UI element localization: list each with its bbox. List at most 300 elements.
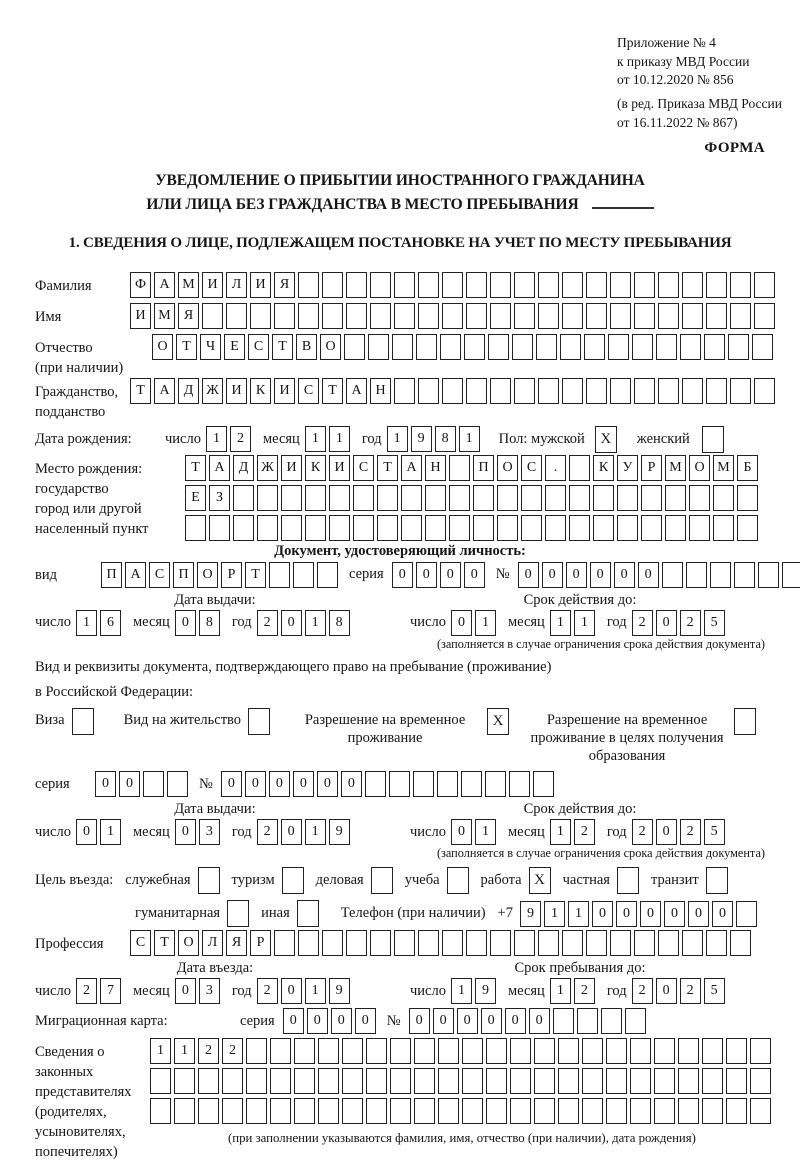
purpose-commercial-checkbox[interactable] [371, 867, 393, 894]
char-cell[interactable] [534, 1098, 555, 1124]
char-cell[interactable]: С [353, 455, 374, 481]
char-cell[interactable] [586, 272, 607, 298]
char-cell[interactable] [706, 378, 727, 404]
char-cell[interactable] [486, 1068, 507, 1094]
doc-kind-boxes[interactable] [101, 562, 341, 588]
char-cell[interactable]: Т [245, 562, 266, 588]
char-cell[interactable] [329, 485, 350, 511]
char-cell[interactable]: Н [425, 455, 446, 481]
char-cell[interactable] [632, 334, 653, 360]
char-cell[interactable] [634, 272, 655, 298]
purpose-business-checkbox[interactable] [198, 867, 220, 894]
char-cell[interactable]: Д [233, 455, 254, 481]
char-cell[interactable] [510, 1068, 531, 1094]
char-cell[interactable] [488, 334, 509, 360]
phone-boxes[interactable] [520, 901, 760, 927]
char-cell[interactable]: 1 [544, 901, 565, 927]
temp-residence-checkbox[interactable]: X [487, 708, 509, 735]
char-cell[interactable]: 0 [505, 1008, 526, 1034]
char-cell[interactable] [209, 515, 230, 541]
char-cell[interactable] [414, 1098, 435, 1124]
char-cell[interactable]: 0 [281, 610, 302, 636]
char-cell[interactable] [750, 1098, 771, 1124]
char-cell[interactable] [250, 303, 271, 329]
char-cell[interactable]: 9 [475, 978, 496, 1004]
given-name-boxes[interactable] [130, 303, 778, 329]
char-cell[interactable]: 0 [664, 901, 685, 927]
char-cell[interactable]: 2 [257, 819, 278, 845]
char-cell[interactable] [593, 485, 614, 511]
char-cell[interactable] [641, 485, 662, 511]
char-cell[interactable] [449, 485, 470, 511]
char-cell[interactable]: М [178, 272, 199, 298]
char-cell[interactable]: 0 [341, 771, 362, 797]
char-cell[interactable] [413, 771, 434, 797]
char-cell[interactable] [414, 1038, 435, 1064]
char-cell[interactable]: П [101, 562, 122, 588]
char-cell[interactable]: 0 [245, 771, 266, 797]
char-cell[interactable] [582, 1038, 603, 1064]
char-cell[interactable] [726, 1068, 747, 1094]
char-cell[interactable]: 1 [100, 819, 121, 845]
entry-date-group[interactable] [35, 978, 410, 1004]
char-cell[interactable] [586, 930, 607, 956]
char-cell[interactable]: 2 [680, 978, 701, 1004]
char-cell[interactable]: 2 [230, 426, 251, 452]
char-cell[interactable] [394, 303, 415, 329]
char-cell[interactable] [202, 303, 223, 329]
temp-residence-education-checkbox[interactable] [734, 708, 756, 735]
char-cell[interactable] [730, 272, 751, 298]
char-cell[interactable]: 0 [269, 771, 290, 797]
char-cell[interactable] [462, 1068, 483, 1094]
char-cell[interactable] [534, 1038, 555, 1064]
char-cell[interactable]: 6 [100, 610, 121, 636]
char-cell[interactable] [342, 1038, 363, 1064]
char-cell[interactable] [294, 1098, 315, 1124]
char-cell[interactable] [462, 1098, 483, 1124]
char-cell[interactable]: 1 [475, 819, 496, 845]
char-cell[interactable] [658, 272, 679, 298]
char-cell[interactable] [318, 1068, 339, 1094]
char-cell[interactable]: Я [226, 930, 247, 956]
char-cell[interactable]: Р [250, 930, 271, 956]
char-cell[interactable]: 0 [281, 819, 302, 845]
char-cell[interactable] [490, 378, 511, 404]
char-cell[interactable]: 0 [281, 978, 302, 1004]
char-cell[interactable]: 0 [592, 901, 613, 927]
doc-series-boxes[interactable] [392, 562, 488, 588]
surname-boxes[interactable] [130, 272, 778, 298]
char-cell[interactable] [418, 930, 439, 956]
char-cell[interactable]: 9 [329, 978, 350, 1004]
char-cell[interactable]: Ф [130, 272, 151, 298]
char-cell[interactable] [198, 1098, 219, 1124]
char-cell[interactable]: 0 [175, 610, 196, 636]
char-cell[interactable]: И [130, 303, 151, 329]
char-cell[interactable] [584, 334, 605, 360]
residence-issue-date[interactable] [35, 819, 410, 845]
char-cell[interactable] [486, 1098, 507, 1124]
char-cell[interactable]: 2 [574, 819, 595, 845]
char-cell[interactable]: 0 [119, 771, 140, 797]
char-cell[interactable]: 1 [206, 426, 227, 452]
char-cell[interactable]: 1 [329, 426, 350, 452]
char-cell[interactable]: М [154, 303, 175, 329]
char-cell[interactable]: К [250, 378, 271, 404]
char-cell[interactable] [143, 771, 164, 797]
char-cell[interactable] [682, 378, 703, 404]
citizenship-boxes[interactable] [130, 378, 778, 404]
char-cell[interactable] [317, 562, 338, 588]
char-cell[interactable]: С [298, 378, 319, 404]
char-cell[interactable]: И [329, 455, 350, 481]
char-cell[interactable] [536, 334, 557, 360]
char-cell[interactable]: 1 [76, 610, 97, 636]
char-cell[interactable] [678, 1068, 699, 1094]
gender-female-checkbox[interactable] [702, 426, 724, 453]
char-cell[interactable] [514, 272, 535, 298]
char-cell[interactable] [298, 930, 319, 956]
char-cell[interactable] [514, 930, 535, 956]
char-cell[interactable] [726, 1038, 747, 1064]
char-cell[interactable]: О [178, 930, 199, 956]
char-cell[interactable] [754, 378, 775, 404]
char-cell[interactable]: 8 [435, 426, 456, 452]
char-cell[interactable] [246, 1068, 267, 1094]
char-cell[interactable]: 2 [632, 978, 653, 1004]
char-cell[interactable] [509, 771, 530, 797]
char-cell[interactable]: 3 [199, 978, 220, 1004]
char-cell[interactable] [270, 1038, 291, 1064]
char-cell[interactable] [274, 303, 295, 329]
char-cell[interactable] [608, 334, 629, 360]
char-cell[interactable] [702, 1038, 723, 1064]
char-cell[interactable]: Л [226, 272, 247, 298]
char-cell[interactable] [754, 303, 775, 329]
char-cell[interactable] [438, 1038, 459, 1064]
char-cell[interactable] [582, 1068, 603, 1094]
char-cell[interactable] [390, 1038, 411, 1064]
char-cell[interactable] [665, 515, 686, 541]
char-cell[interactable] [545, 515, 566, 541]
char-cell[interactable]: 0 [464, 562, 485, 588]
char-cell[interactable] [174, 1068, 195, 1094]
char-cell[interactable]: 2 [632, 610, 653, 636]
char-cell[interactable] [281, 485, 302, 511]
purpose-transit-checkbox[interactable] [706, 867, 728, 894]
char-cell[interactable] [658, 378, 679, 404]
char-cell[interactable]: 2 [680, 610, 701, 636]
char-cell[interactable]: Ч [200, 334, 221, 360]
purpose-study-checkbox[interactable] [447, 867, 469, 894]
char-cell[interactable]: 1 [550, 610, 571, 636]
char-cell[interactable]: 0 [640, 901, 661, 927]
char-cell[interactable]: А [346, 378, 367, 404]
char-cell[interactable] [654, 1098, 675, 1124]
char-cell[interactable] [377, 515, 398, 541]
char-cell[interactable] [246, 1038, 267, 1064]
char-cell[interactable] [473, 515, 494, 541]
birth-date-group[interactable] [165, 426, 483, 452]
char-cell[interactable] [370, 272, 391, 298]
char-cell[interactable] [438, 1098, 459, 1124]
char-cell[interactable] [353, 485, 374, 511]
char-cell[interactable]: Е [185, 485, 206, 511]
char-cell[interactable] [736, 901, 757, 927]
char-cell[interactable] [174, 1098, 195, 1124]
char-cell[interactable]: 0 [688, 901, 709, 927]
char-cell[interactable]: 0 [451, 610, 472, 636]
char-cell[interactable] [630, 1068, 651, 1094]
char-cell[interactable] [558, 1068, 579, 1094]
char-cell[interactable] [464, 334, 485, 360]
char-cell[interactable] [606, 1068, 627, 1094]
char-cell[interactable]: 0 [590, 562, 611, 588]
char-cell[interactable]: К [593, 455, 614, 481]
char-cell[interactable] [704, 334, 725, 360]
char-cell[interactable] [558, 1038, 579, 1064]
migration-number-boxes[interactable] [409, 1008, 649, 1034]
char-cell[interactable]: 1 [475, 610, 496, 636]
char-cell[interactable]: О [689, 455, 710, 481]
char-cell[interactable] [641, 515, 662, 541]
char-cell[interactable] [449, 455, 470, 481]
char-cell[interactable] [606, 1098, 627, 1124]
char-cell[interactable]: 2 [257, 610, 278, 636]
char-cell[interactable]: 9 [329, 819, 350, 845]
char-cell[interactable] [662, 562, 683, 588]
char-cell[interactable]: И [202, 272, 223, 298]
char-cell[interactable]: О [197, 562, 218, 588]
char-cell[interactable]: 5 [704, 819, 725, 845]
gender-male-checkbox[interactable]: X [595, 426, 617, 453]
char-cell[interactable] [562, 303, 583, 329]
char-cell[interactable] [634, 303, 655, 329]
char-cell[interactable] [370, 930, 391, 956]
char-cell[interactable]: 1 [305, 426, 326, 452]
char-cell[interactable] [656, 334, 677, 360]
char-cell[interactable]: 2 [680, 819, 701, 845]
char-cell[interactable]: А [401, 455, 422, 481]
char-cell[interactable] [654, 1068, 675, 1094]
char-cell[interactable]: 0 [307, 1008, 328, 1034]
char-cell[interactable]: 1 [574, 610, 595, 636]
char-cell[interactable] [425, 515, 446, 541]
char-cell[interactable]: У [617, 455, 638, 481]
residence-number-boxes[interactable] [221, 771, 557, 797]
char-cell[interactable] [582, 1098, 603, 1124]
purpose-other-checkbox[interactable] [297, 900, 319, 927]
char-cell[interactable] [414, 1068, 435, 1094]
char-cell[interactable]: З [209, 485, 230, 511]
char-cell[interactable]: С [130, 930, 151, 956]
char-cell[interactable] [610, 930, 631, 956]
char-cell[interactable] [538, 272, 559, 298]
char-cell[interactable] [366, 1068, 387, 1094]
char-cell[interactable]: 0 [76, 819, 97, 845]
char-cell[interactable] [625, 1008, 646, 1034]
representatives-row1[interactable] [150, 1038, 774, 1064]
char-cell[interactable]: Ж [257, 455, 278, 481]
migration-series-boxes[interactable] [283, 1008, 379, 1034]
char-cell[interactable] [610, 272, 631, 298]
char-cell[interactable]: 0 [409, 1008, 430, 1034]
birth-place-row2[interactable] [185, 485, 761, 511]
purpose-work-checkbox[interactable]: X [529, 867, 551, 894]
char-cell[interactable] [401, 485, 422, 511]
char-cell[interactable] [634, 378, 655, 404]
char-cell[interactable] [497, 515, 518, 541]
char-cell[interactable]: Б [737, 455, 758, 481]
char-cell[interactable]: 0 [481, 1008, 502, 1034]
char-cell[interactable]: Д [178, 378, 199, 404]
birth-place-row1[interactable] [185, 455, 761, 481]
char-cell[interactable]: 1 [305, 819, 326, 845]
char-cell[interactable] [269, 562, 290, 588]
char-cell[interactable] [497, 485, 518, 511]
purpose-private-checkbox[interactable] [617, 867, 639, 894]
char-cell[interactable] [346, 930, 367, 956]
char-cell[interactable]: 5 [704, 978, 725, 1004]
char-cell[interactable] [449, 515, 470, 541]
char-cell[interactable]: 2 [632, 819, 653, 845]
char-cell[interactable] [630, 1098, 651, 1124]
char-cell[interactable]: 0 [518, 562, 539, 588]
visa-checkbox[interactable] [72, 708, 94, 735]
char-cell[interactable] [682, 930, 703, 956]
char-cell[interactable]: 0 [457, 1008, 478, 1034]
char-cell[interactable]: 0 [566, 562, 587, 588]
char-cell[interactable] [346, 272, 367, 298]
char-cell[interactable] [329, 515, 350, 541]
char-cell[interactable]: М [665, 455, 686, 481]
char-cell[interactable]: И [226, 378, 247, 404]
char-cell[interactable]: 0 [542, 562, 563, 588]
char-cell[interactable]: О [320, 334, 341, 360]
char-cell[interactable]: Т [377, 455, 398, 481]
char-cell[interactable]: 8 [329, 610, 350, 636]
char-cell[interactable]: М [713, 455, 734, 481]
char-cell[interactable]: 0 [656, 978, 677, 1004]
char-cell[interactable] [233, 515, 254, 541]
char-cell[interactable]: 0 [95, 771, 116, 797]
char-cell[interactable] [686, 562, 707, 588]
char-cell[interactable] [322, 930, 343, 956]
char-cell[interactable]: 1 [174, 1038, 195, 1064]
char-cell[interactable] [394, 930, 415, 956]
char-cell[interactable] [318, 1098, 339, 1124]
char-cell[interactable] [401, 515, 422, 541]
char-cell[interactable]: 0 [712, 901, 733, 927]
char-cell[interactable] [758, 562, 779, 588]
char-cell[interactable] [342, 1098, 363, 1124]
char-cell[interactable] [222, 1068, 243, 1094]
char-cell[interactable] [365, 771, 386, 797]
char-cell[interactable] [562, 930, 583, 956]
char-cell[interactable] [682, 303, 703, 329]
char-cell[interactable] [730, 930, 751, 956]
char-cell[interactable] [370, 303, 391, 329]
profession-boxes[interactable] [130, 930, 754, 956]
char-cell[interactable] [553, 1008, 574, 1034]
char-cell[interactable] [418, 303, 439, 329]
char-cell[interactable] [270, 1098, 291, 1124]
char-cell[interactable] [562, 272, 583, 298]
char-cell[interactable] [366, 1038, 387, 1064]
char-cell[interactable] [442, 303, 463, 329]
char-cell[interactable]: А [154, 272, 175, 298]
char-cell[interactable]: С [149, 562, 170, 588]
char-cell[interactable] [558, 1098, 579, 1124]
char-cell[interactable]: 0 [638, 562, 659, 588]
char-cell[interactable] [293, 562, 314, 588]
char-cell[interactable] [750, 1068, 771, 1094]
char-cell[interactable]: 0 [317, 771, 338, 797]
identity-doc-valid-date[interactable] [410, 610, 728, 636]
char-cell[interactable]: 0 [175, 819, 196, 845]
char-cell[interactable] [665, 485, 686, 511]
char-cell[interactable] [728, 334, 749, 360]
char-cell[interactable] [394, 272, 415, 298]
stay-until-date-group[interactable] [410, 978, 728, 1004]
char-cell[interactable] [782, 562, 800, 588]
char-cell[interactable] [545, 485, 566, 511]
char-cell[interactable] [752, 334, 773, 360]
doc-number-boxes[interactable] [518, 562, 800, 588]
char-cell[interactable] [425, 485, 446, 511]
char-cell[interactable] [185, 515, 206, 541]
char-cell[interactable]: Т [154, 930, 175, 956]
char-cell[interactable] [416, 334, 437, 360]
char-cell[interactable] [394, 378, 415, 404]
char-cell[interactable] [390, 1098, 411, 1124]
char-cell[interactable] [533, 771, 554, 797]
char-cell[interactable]: 2 [76, 978, 97, 1004]
char-cell[interactable]: А [154, 378, 175, 404]
char-cell[interactable] [150, 1068, 171, 1094]
char-cell[interactable] [222, 1098, 243, 1124]
char-cell[interactable]: Т [272, 334, 293, 360]
char-cell[interactable]: 1 [387, 426, 408, 452]
char-cell[interactable]: 0 [175, 978, 196, 1004]
char-cell[interactable]: 1 [150, 1038, 171, 1064]
char-cell[interactable] [682, 272, 703, 298]
char-cell[interactable]: С [521, 455, 542, 481]
char-cell[interactable]: А [209, 455, 230, 481]
char-cell[interactable] [466, 303, 487, 329]
char-cell[interactable]: 0 [529, 1008, 550, 1034]
char-cell[interactable]: О [152, 334, 173, 360]
char-cell[interactable] [486, 1038, 507, 1064]
char-cell[interactable]: П [173, 562, 194, 588]
char-cell[interactable] [560, 334, 581, 360]
char-cell[interactable] [514, 303, 535, 329]
char-cell[interactable] [466, 378, 487, 404]
char-cell[interactable] [442, 930, 463, 956]
char-cell[interactable]: 0 [656, 610, 677, 636]
char-cell[interactable] [577, 1008, 598, 1034]
char-cell[interactable]: . [545, 455, 566, 481]
char-cell[interactable]: 0 [283, 1008, 304, 1034]
char-cell[interactable] [257, 485, 278, 511]
char-cell[interactable]: А [125, 562, 146, 588]
char-cell[interactable] [392, 334, 413, 360]
char-cell[interactable] [461, 771, 482, 797]
char-cell[interactable] [438, 1068, 459, 1094]
char-cell[interactable] [298, 303, 319, 329]
char-cell[interactable]: 0 [451, 819, 472, 845]
